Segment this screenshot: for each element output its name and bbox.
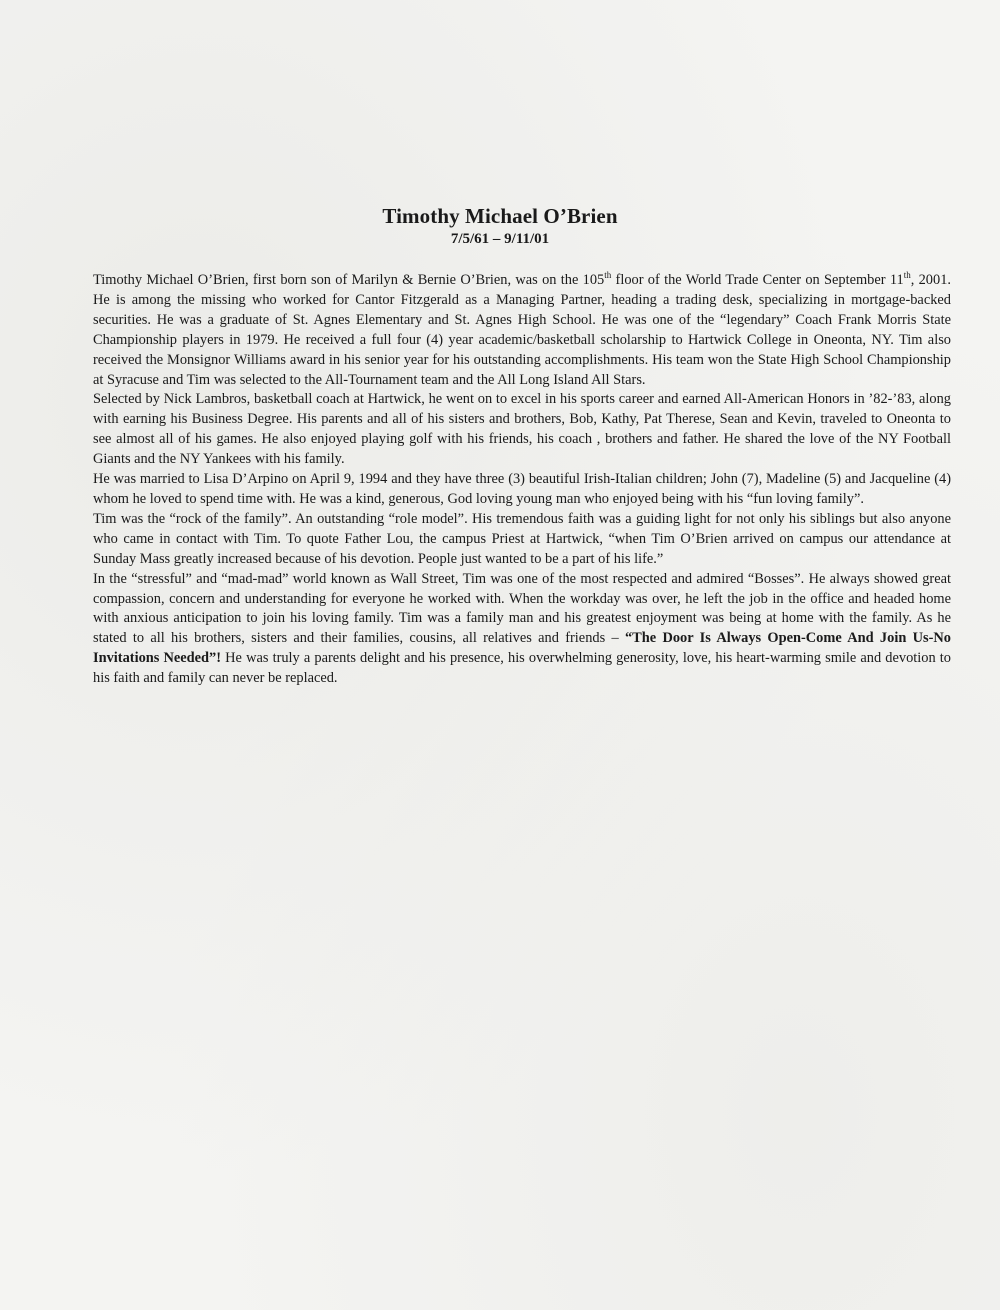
ordinal-suffix: th bbox=[903, 270, 911, 281]
ordinal-suffix: th bbox=[604, 270, 612, 281]
text-run: floor of the World Trade Center on September 11 bbox=[611, 272, 904, 288]
paragraph-biography bbox=[93, 271, 951, 390]
document-title: Timothy Michael O’Brien bbox=[382, 204, 618, 228]
paragraph-college: Selected by Nick Lambros, basketball coach at Hartwick, he went on to excel in his sports career and earned All-American Honors in ’82-’83, along with earning his Business Degree. His parents and all of his sisters and brothers, Bob, Kathy, Pat Therese, Sean and Kevin, traveled to Oneonta to see almost all of his games. He also enjoyed playing golf with his friends, his coach , brothers and father. He shared the love of the NY Football Giants and the NY Yankees with his family. bbox=[93, 391, 951, 468]
life-dates: 7/5/61 – 9/11/01 bbox=[450, 231, 550, 247]
paragraph-family: He was married to Lisa D’Arpino on April 9, 1994 and they have three (3) beautiful Irish-Italian children; John (7), Madeline (5) and Jacqueline (4) whom he loved to spend time with. He was a kind, generous, God loving young man who enjoyed being with his “fun loving family”. bbox=[93, 471, 951, 507]
paragraph-career bbox=[93, 570, 951, 689]
text-run: , 2001. He is among the missing who worked for Cantor Fitzgerald as a Managing Partner, heading a trading desk, specializing in mortgage-backed securities. He was a graduate of St. Agnes Elementary and St. Agnes High School. He was one of the “legendary” Coach Frank Morris State Championship players in 1979. He received a full four (4) year academic/basketball scholarship to Hartwick College in Oneonta, NY. Tim also received the Monsignor Williams award in his senior year for his outstanding accomplishments. His team won the State High School Championship at Syracuse and Tim was selected to the All-Tournament team and the All Long Island All Stars. bbox=[93, 272, 951, 388]
document-header bbox=[0, 203, 1000, 249]
paragraph-faith: Tim was the “rock of the family”. An outstanding “role model”. His tremendous faith was a guiding light for not only his siblings but also anyone who came in contact with Tim. To quote Father Lou, the campus Priest at Hartwick, “when Tim O’Brien arrived on campus our attendance at Sunday Mass greatly increased because of his devotion. People just wanted to be a part of his life.” bbox=[93, 510, 951, 567]
document-body bbox=[93, 271, 951, 689]
text-run: Timothy Michael O’Brien, first born son of Marilyn & Bernie O’Brien, was on the 105 bbox=[93, 272, 605, 288]
family-motto-quote: “The Door Is Always Open-Come And Join Us-No Invitations Needed”! bbox=[93, 630, 951, 667]
text-run: In the “stressful” and “mad-mad” world known as Wall Street, Tim was one of the most respected and admired “Bosses”. He always showed great compassion, concern and understanding for everyone he worked with. When the workday was over, he left the job in the office and headed home with anxious anticipation to join his loving family. Tim was a family man and his greatest enjoyment was being at home with the family. As he stated to all his brothers, sisters and their families, cousins, all relatives and friends – bbox=[93, 570, 951, 647]
text-run: He was truly a parents delight and his presence, his overwhelming generosity, love, his heart-warming smile and devotion to his faith and family can never be replaced. bbox=[93, 650, 951, 687]
